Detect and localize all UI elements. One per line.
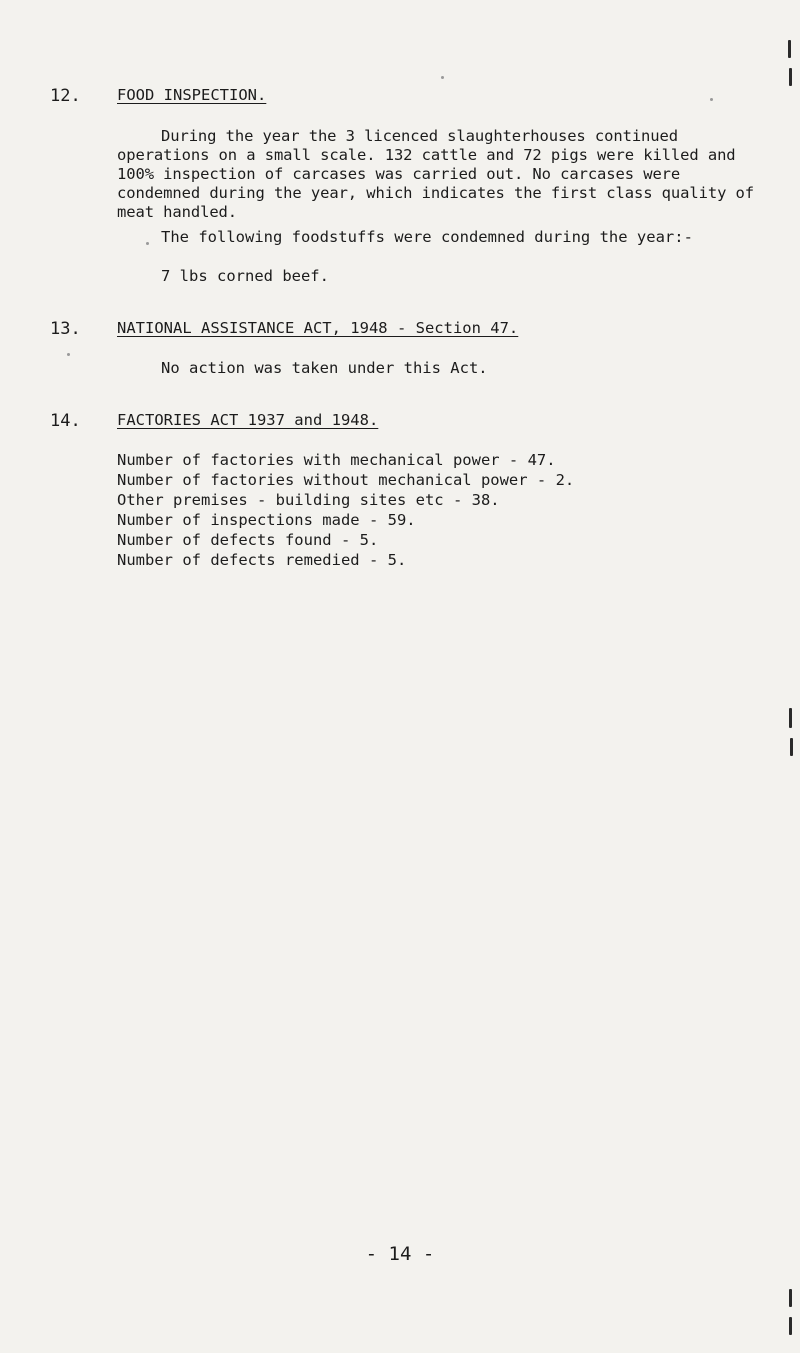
section-14-number: 14. — [50, 411, 81, 431]
scan-mark — [790, 738, 793, 756]
scan-mark — [789, 1317, 792, 1335]
scan-mark — [789, 1289, 792, 1307]
factories-line-5: Number of defects found - 5. — [117, 531, 379, 549]
scan-mark — [789, 68, 792, 86]
section-12-number: 12. — [50, 86, 81, 106]
section-13-title: NATIONAL ASSISTANCE ACT, 1948 - Section 47. — [117, 319, 519, 337]
scan-mark — [788, 40, 791, 58]
section-14-title: FACTORIES ACT 1937 and 1948. — [117, 411, 379, 429]
section-12-paragraph-1: During the year the 3 licenced slaughterhouses continued operations on a small scale. 132 cattle and 72 pigs were killed and 100% inspection of carcases was carried out. No carcases were condemned during the year, which indicates the first class quality of meat handled. — [117, 127, 754, 221]
page-number: - 14 - — [365, 1243, 435, 1265]
factories-line-4: Number of inspections made - 59. — [117, 511, 416, 529]
scan-mark — [789, 708, 792, 728]
scan-speck — [710, 98, 713, 101]
section-12-paragraph-3: 7 lbs corned beef. — [161, 267, 329, 285]
factories-line-1: Number of factories with mechanical power - 47. — [117, 451, 556, 469]
factories-line-3: Other premises - building sites etc - 38. — [117, 491, 500, 509]
scan-speck — [441, 76, 444, 79]
factories-line-6: Number of defects remedied - 5. — [117, 551, 407, 569]
section-12-title: FOOD INSPECTION. — [117, 86, 267, 104]
scan-speck — [67, 353, 70, 356]
scan-speck — [146, 242, 149, 245]
section-13-paragraph-1: No action was taken under this Act. — [161, 359, 488, 377]
section-13-number: 13. — [50, 319, 81, 339]
factories-line-2: Number of factories without mechanical power - 2. — [117, 471, 575, 489]
section-12-paragraph-2: The following foodstuffs were condemned during the year:- — [161, 228, 693, 246]
